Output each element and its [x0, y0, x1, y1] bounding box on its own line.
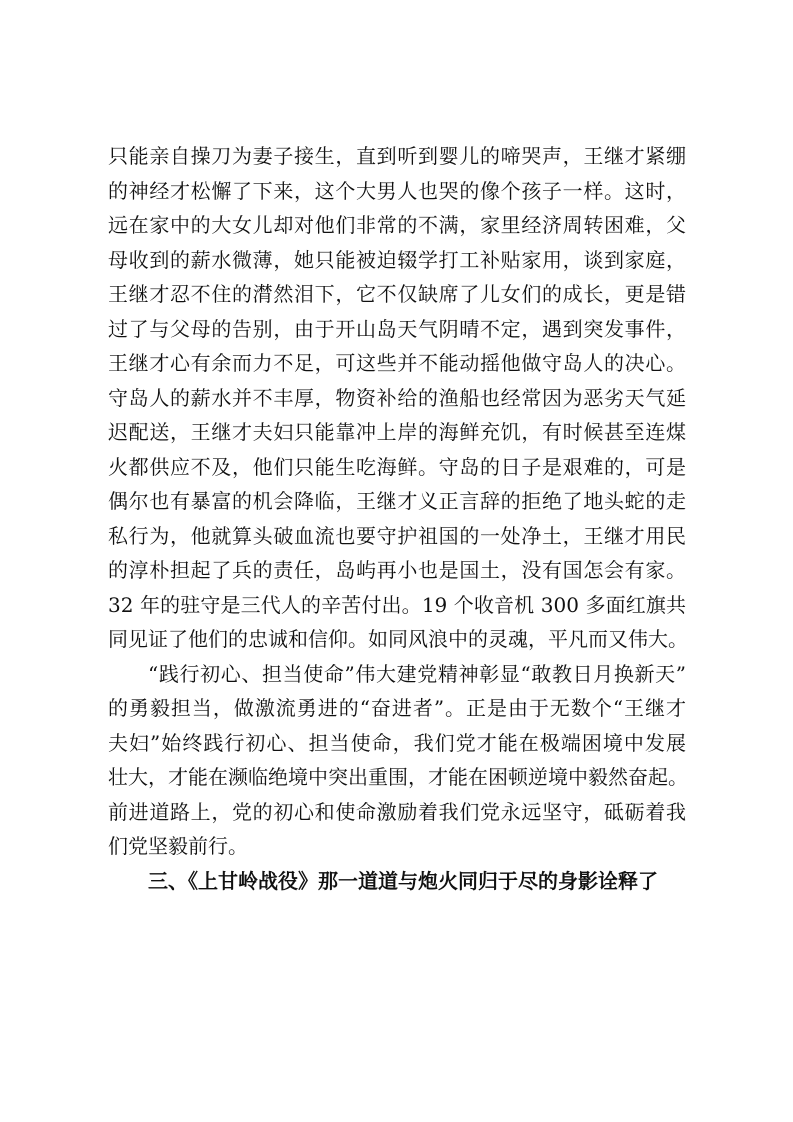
text-line: 夫妇”始终践行初心、担当使命，我们党才能在极端困境中发展: [108, 730, 686, 755]
text-line: 偶尔也有暴富的机会降临，王继才义正言辞的拒绝了地头蛇的走: [108, 489, 686, 513]
paragraph-party-spirit: [108, 657, 686, 864]
section-heading-text: 三、《上甘岭战役》那一道道与炮火同归于尽的身影诠释了: [148, 868, 658, 893]
text-line: 32 年的驻守是三代人的辛苦付出。19 个收音机 300 多面红旗共: [108, 592, 686, 617]
text-line: 守岛人的薪水并不丰厚，物资补给的渔船也经常因为恶劣天气延: [108, 385, 686, 410]
text-line: 迟配送，王继才夫妇只能靠冲上岸的海鲜充饥，有时候甚至连煤: [108, 420, 686, 444]
text-line: 同见证了他们的忠诚和信仰。如同风浪中的灵魂，平凡而又伟大。: [108, 627, 688, 651]
paragraph-wang-jicai-story: [108, 139, 686, 657]
text-line: 王继才忍不住的潸然泪下，它不仅缺席了儿女们的成长，更是错: [108, 282, 686, 306]
document-page: [108, 139, 686, 898]
text-line: 远在家中的大女儿却对他们非常的不满，家里经济周转困难，父: [108, 213, 686, 237]
text-line: “践行初心、担当使命”伟大建党精神彰显“敢教日月换新天”: [148, 661, 686, 686]
text-line: 壮大，才能在濒临绝境中突出重围，才能在困顿逆境中毅然奋起。: [108, 765, 688, 789]
text-line: 的勇毅担当，做激流勇进的“奋进者”。正是由于无数个“王继才: [108, 696, 686, 720]
text-line: 只能亲自操刀为妻子接生，直到听到婴儿的啼哭声，王继才紧绷: [108, 144, 686, 168]
section-heading: [108, 864, 686, 899]
text-line: 的神经才松懈了下来，这个大男人也哭的像个孩子一样。这时，: [108, 178, 686, 203]
text-line: 前进道路上，党的初心和使命激励着我们党永远坚守，砥砺着我: [108, 799, 686, 824]
text-line: 私行为，他就算头破血流也要守护祖国的一处净土，王继才用民: [108, 523, 686, 548]
text-line: 们党坚毅前行。: [108, 834, 248, 858]
text-line: 母收到的薪水微薄，她只能被迫辍学打工补贴家用，谈到家庭，: [108, 247, 686, 272]
text-line: 火都供应不及，他们只能生吃海鲜。守岛的日子是艰难的，可是: [108, 454, 686, 479]
text-line: 的淳朴担起了兵的责任，岛屿再小也是国土，没有国怎会有家。: [108, 558, 686, 582]
text-line: 王继才心有余而力不足，可这些并不能动摇他做守岛人的决心。: [108, 351, 686, 375]
text-line: 过了与父母的告别，由于开山岛天气阴晴不定，遇到突发事件，: [108, 316, 686, 341]
